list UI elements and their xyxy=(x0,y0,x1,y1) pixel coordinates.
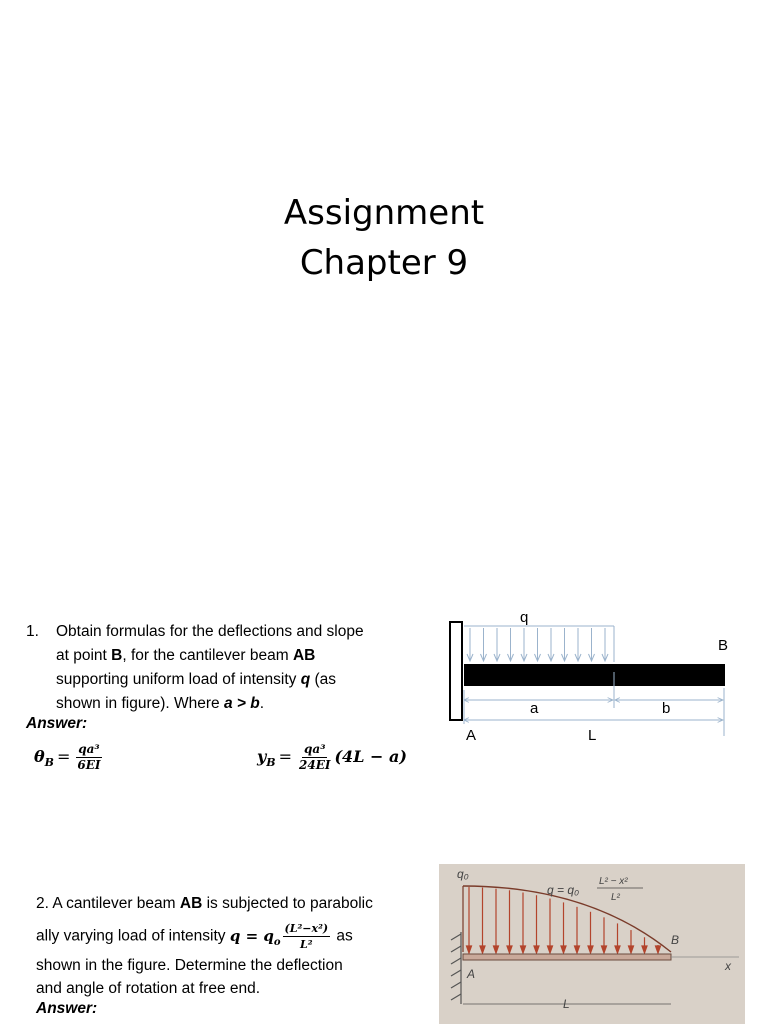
support-label-a: A xyxy=(466,727,477,744)
support-label-a-2: A xyxy=(467,967,476,981)
uniform-load-arrows xyxy=(464,626,614,662)
dim-label-b: b xyxy=(662,700,671,717)
load-label-q: q xyxy=(520,609,529,626)
problem-1-line-2: at point B, for the cantilever beam AB xyxy=(56,647,316,664)
dim-label-l: L xyxy=(588,727,597,744)
length-label-l: L xyxy=(563,997,570,1011)
problem-2-line-4: and angle of rotation at free end. xyxy=(36,979,261,997)
dim-label-a: a xyxy=(530,700,539,717)
problem-2-line-2: ally varying load of intensity $q = q_o$ $\frac{\text{(L²−x²)}}{\text{L²}}$ as xyxy=(36,922,353,951)
formula-label: q = q₀ xyxy=(547,883,580,897)
end-label-b: B xyxy=(718,637,729,654)
title-line-1: Assignment xyxy=(283,193,485,233)
formula-numerator: L² − x² xyxy=(599,876,628,887)
problem-1-line-4: shown in figure). Where a > b. xyxy=(56,695,265,712)
slide-title xyxy=(0,188,768,288)
formula-denominator: L² xyxy=(611,892,620,903)
q0-label: q₀ xyxy=(457,867,469,881)
problem-2-answer-label: Answer: xyxy=(36,1000,98,1017)
end-label-b-2: B xyxy=(671,933,680,947)
cantilever-diagram-1 xyxy=(440,600,740,750)
equation-theta-b: $\theta_B$ = $\frac{\text{qa³}}{6EI}$ xyxy=(34,742,101,772)
equation-y-b: $y_B$ = $\frac{\text{qa³}}{24EI}$ (4L − a) xyxy=(257,742,407,772)
problem-2-line-1: 2. A cantilever beam AB is subjected to parabolic xyxy=(36,895,373,912)
wall-support xyxy=(450,622,462,720)
title-line-2: Chapter 9 xyxy=(299,243,469,283)
cantilever-diagram-2 xyxy=(439,864,745,1024)
problem-2-line-3: shown in the figure. Determine the deflection xyxy=(36,956,343,974)
problem-1-number: 1. xyxy=(26,623,39,640)
problem-1-line-1: Obtain formulas for the deflections and slope xyxy=(56,623,364,640)
axis-label-x: x xyxy=(725,959,731,973)
problem-1-answer-label: Answer: xyxy=(26,715,88,732)
problem-1-text xyxy=(26,620,426,716)
problem-2-text xyxy=(36,892,431,1000)
beam-ab xyxy=(464,664,725,686)
beam-ab-2 xyxy=(463,954,671,960)
problem-1-line-3: supporting uniform load of intensity q (as xyxy=(56,671,337,688)
